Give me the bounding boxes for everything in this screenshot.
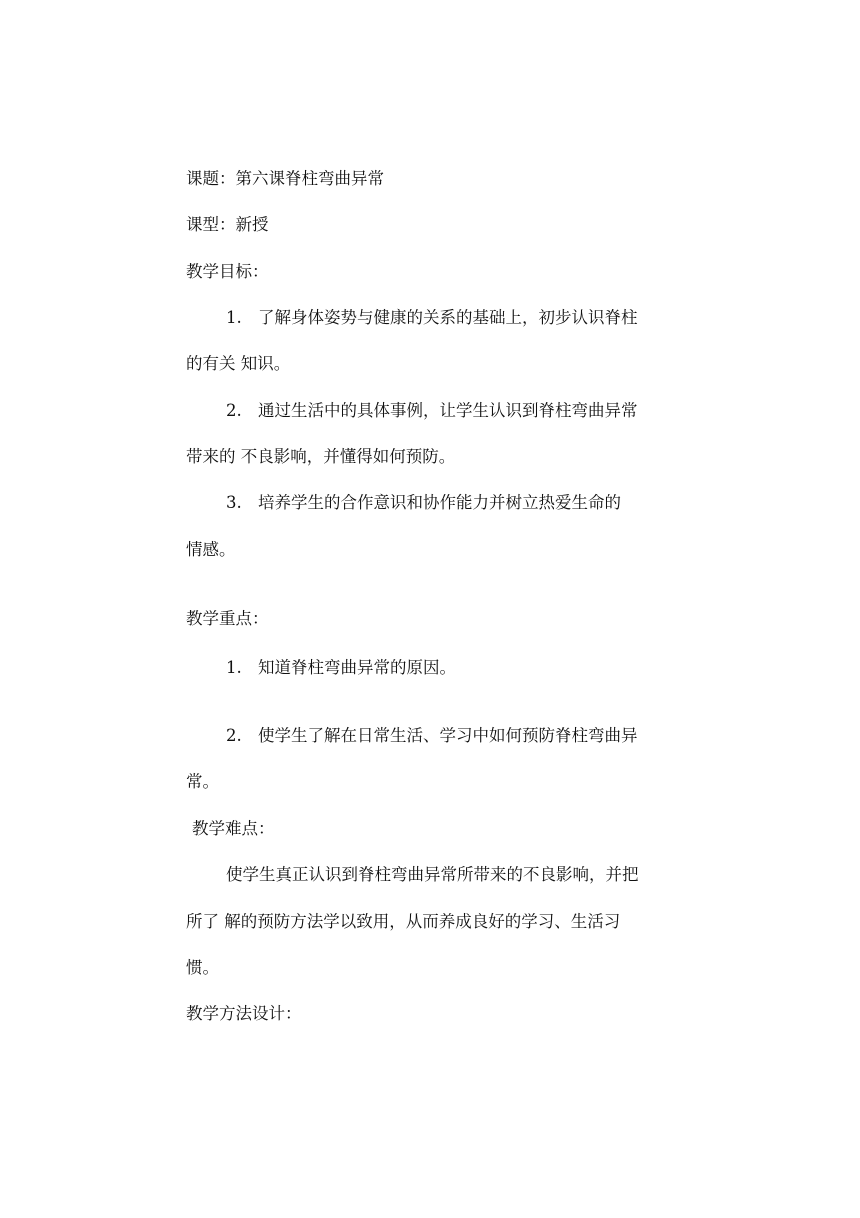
objective-item-2: [226, 400, 638, 422]
key-point-text: 使学生了解在日常生活、学习中如何预防脊柱弯曲异: [258, 726, 638, 745]
key-point-item-2-continuation: 常。: [186, 772, 219, 791]
objective-item-2-continuation: 带来的 不良影响，并懂得如何预防。: [186, 447, 456, 466]
objectives-heading: 教学目标：: [186, 262, 269, 281]
objective-text: 了解身体姿势与健康的关系的基础上，初步认识脊柱: [258, 308, 638, 327]
list-number: 2.: [226, 401, 242, 420]
lesson-title: 课题：第六课脊柱弯曲异常: [186, 169, 384, 188]
difficulties-text-line-3: 惯。: [186, 958, 219, 977]
difficulties-text-line-2: 所了 解的预防方法学以致用，从而养成良好的学习、生活习: [186, 912, 621, 931]
difficulties-heading: 教学难点：: [192, 819, 275, 838]
objective-item-1: [226, 307, 638, 329]
lesson-type: 课型：新授: [186, 215, 269, 234]
list-number: 3.: [226, 493, 242, 512]
objective-text: 培养学生的合作意识和协作能力并树立热爱生命的: [258, 493, 621, 512]
key-points-heading: 教学重点：: [186, 609, 269, 628]
methods-heading: 教学方法设计：: [186, 1004, 302, 1023]
list-number: 2.: [226, 726, 242, 745]
objective-item-1-continuation: 的有关 知识。: [186, 354, 291, 373]
key-point-item-2: [226, 725, 638, 747]
objective-text: 通过生活中的具体事例，让学生认识到脊柱弯曲异常: [258, 401, 638, 420]
list-number: 1.: [226, 308, 242, 327]
list-number: 1.: [226, 658, 242, 677]
objective-item-3-continuation: 情感。: [186, 540, 236, 559]
difficulties-text-line-1: 使学生真正认识到脊柱弯曲异常所带来的不良影响，并把: [226, 865, 639, 884]
objective-item-3: [226, 492, 621, 514]
key-point-item-1: [226, 657, 456, 679]
key-point-text: 知道脊柱弯曲异常的原因。: [258, 658, 456, 677]
